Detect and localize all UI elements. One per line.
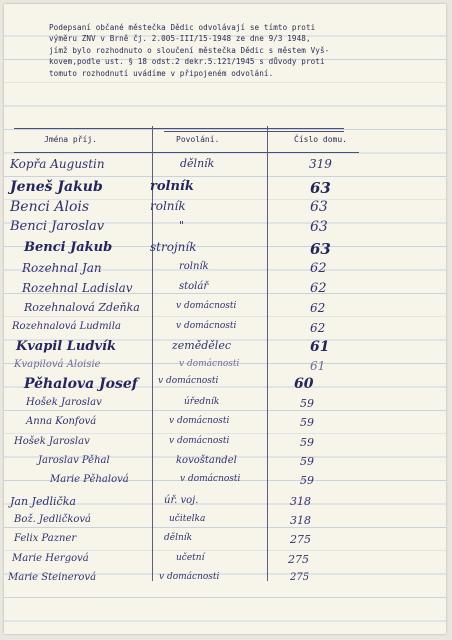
petition-paragraph bbox=[49, 22, 439, 79]
resident-name: Rozehnalová Ludmila bbox=[12, 321, 121, 332]
resident-name: Kvapil Ludvík bbox=[16, 339, 116, 354]
table-row bbox=[4, 179, 446, 197]
table-row bbox=[4, 533, 446, 551]
resident-occupation: v domácnosti bbox=[159, 572, 220, 582]
resident-name: Hošek Jaroslav bbox=[26, 397, 102, 408]
house-number: 62 bbox=[310, 321, 326, 335]
table-row bbox=[4, 240, 446, 258]
resident-name: Rozehnalová Zdeňka bbox=[24, 301, 140, 314]
resident-occupation: v domácnosti bbox=[169, 416, 230, 426]
header-occupation: Povolání. bbox=[176, 135, 220, 144]
paragraph-line: jímž bylo rozhodnuto o sloučení městečka Dědic s městem Vyš- bbox=[49, 45, 330, 55]
header-house-number: Číslo domu. bbox=[294, 135, 347, 144]
table-row bbox=[4, 416, 446, 434]
resident-occupation: v domácnosti bbox=[169, 436, 230, 446]
underline-rule bbox=[164, 131, 344, 132]
house-number: 63 bbox=[310, 179, 331, 197]
table-row bbox=[4, 474, 446, 492]
resident-name: Pěhalova Josef bbox=[24, 376, 138, 392]
house-number: 318 bbox=[290, 495, 311, 508]
house-number: 62 bbox=[310, 281, 327, 296]
table-row bbox=[4, 199, 446, 217]
resident-name: Jeneš Jakub bbox=[10, 179, 103, 195]
resident-occupation: v domácnosti bbox=[158, 376, 219, 386]
house-number: 275 bbox=[290, 533, 311, 546]
resident-name: Kvapilová Aloisie bbox=[14, 359, 101, 370]
resident-occupation: zemědělec bbox=[172, 339, 231, 352]
resident-name: Jan Jedlička bbox=[10, 495, 76, 508]
resident-occupation: stolář bbox=[179, 281, 209, 292]
table-row bbox=[4, 301, 446, 319]
table-row bbox=[4, 495, 446, 513]
resident-occupation: dělník bbox=[180, 157, 215, 170]
resident-name: Rozehnal Jan bbox=[22, 261, 102, 275]
resident-name: Marie Pěhalová bbox=[50, 474, 129, 485]
resident-occupation: kovoštandel bbox=[176, 455, 237, 466]
resident-occupation: rolník bbox=[179, 261, 209, 272]
resident-occupation: v domácnosti bbox=[180, 474, 241, 484]
house-number: 59 bbox=[300, 455, 314, 468]
table-row bbox=[4, 261, 446, 279]
house-number: 61 bbox=[310, 359, 326, 373]
resident-occupation: učitelka bbox=[169, 514, 206, 524]
house-number: 318 bbox=[290, 514, 311, 527]
table-row bbox=[4, 157, 446, 175]
header-top-rule bbox=[14, 128, 344, 129]
resident-name: Benci Alois bbox=[10, 199, 90, 215]
resident-name: Kopřa Augustin bbox=[10, 157, 105, 171]
house-number: 275 bbox=[290, 572, 310, 583]
resident-occupation: učetní bbox=[176, 553, 205, 563]
house-number: 63 bbox=[310, 219, 328, 235]
table-row bbox=[4, 219, 446, 237]
resident-name: Rozehnal Ladislav bbox=[22, 281, 133, 295]
resident-name: Jaroslav Pěhal bbox=[38, 455, 110, 466]
resident-name: Bož. Jedličková bbox=[14, 514, 92, 525]
resident-occupation: v domácnosti bbox=[176, 301, 237, 311]
resident-name: Hošek Jaroslav bbox=[14, 436, 90, 447]
house-number: 59 bbox=[300, 474, 314, 487]
paragraph-line: kovem,podle ust. § 18 odst.2 dekr.5.121/1945 s důvody proti bbox=[49, 57, 325, 67]
house-number: 63 bbox=[310, 199, 328, 215]
paragraph-line: Podepsaní občané městečka Dědic odvolávají se tímto proti bbox=[49, 23, 316, 32]
table-row bbox=[4, 359, 446, 377]
house-number: 60 bbox=[294, 376, 314, 392]
resident-name: Marie Hergová bbox=[12, 553, 89, 564]
paragraph-line: výměru ZNV v Brně čj. 2.005-III/15-1948 ze dne 9/3 1948, bbox=[49, 34, 311, 44]
house-number: 62 bbox=[310, 301, 326, 315]
resident-name: Felix Pazner bbox=[14, 533, 77, 544]
table-row bbox=[4, 339, 446, 357]
house-number: 59 bbox=[300, 416, 314, 429]
table-row bbox=[4, 572, 446, 590]
header-bottom-rule bbox=[14, 152, 359, 153]
resident-occupation: v domácnosti bbox=[176, 321, 237, 331]
house-number: 275 bbox=[288, 553, 309, 566]
resident-name: Benci Jaroslav bbox=[10, 219, 105, 234]
table-row bbox=[4, 376, 446, 394]
resident-occupation: v domácnosti bbox=[179, 359, 240, 369]
resident-name: Anna Konfová bbox=[26, 416, 97, 427]
house-number: 62 bbox=[310, 261, 327, 276]
resident-occupation: úředník bbox=[184, 397, 220, 407]
document-page bbox=[4, 4, 446, 634]
resident-occupation: rolník bbox=[150, 199, 186, 213]
table-row bbox=[4, 455, 446, 473]
table-row bbox=[4, 281, 446, 299]
house-number: 59 bbox=[300, 397, 314, 410]
table-row bbox=[4, 514, 446, 532]
resident-occupation: strojník bbox=[150, 240, 197, 254]
resident-occupation: rolník bbox=[150, 179, 194, 194]
house-number: 59 bbox=[300, 436, 314, 449]
table-row bbox=[4, 553, 446, 571]
resident-occupation: dělník bbox=[164, 533, 193, 543]
resident-occupation: úř. voj. bbox=[164, 495, 199, 506]
resident-name: Benci Jakub bbox=[24, 240, 113, 255]
table-row bbox=[4, 397, 446, 415]
table-row bbox=[4, 321, 446, 339]
resident-occupation: " bbox=[179, 219, 185, 232]
house-number: 63 bbox=[310, 240, 331, 258]
house-number: 319 bbox=[309, 157, 332, 171]
table-row bbox=[4, 436, 446, 454]
paragraph-line: tomuto rozhodnutí uvádíme v připojeném odvolání. bbox=[49, 68, 274, 78]
header-names: Jména příj. bbox=[44, 135, 97, 144]
house-number: 61 bbox=[310, 339, 330, 355]
resident-name: Marie Steinerová bbox=[8, 572, 97, 583]
